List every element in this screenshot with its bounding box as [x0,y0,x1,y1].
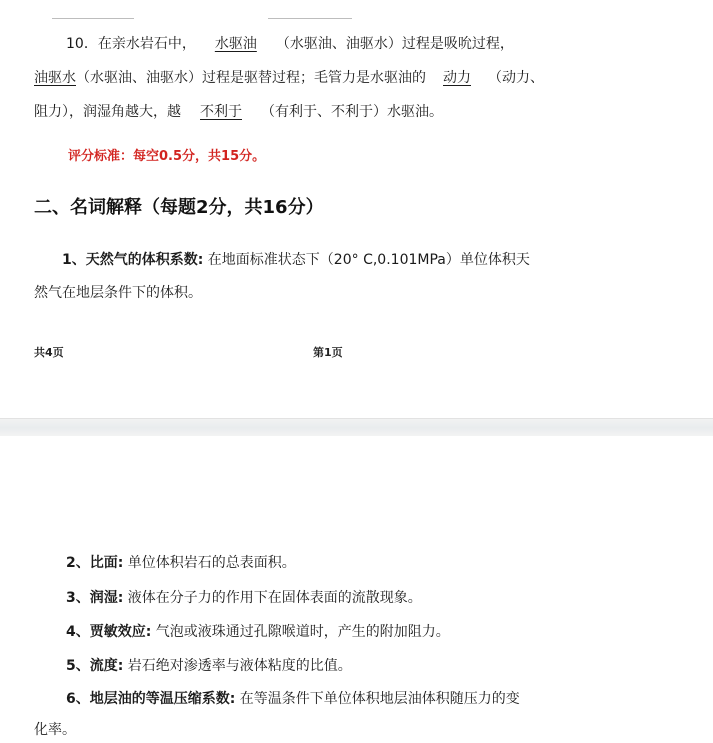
definition-term: 流度: [89,658,124,674]
answer-blank-1: 水驱油 [214,36,257,52]
scoring-standard: 评分标准：每空0.5分，共15分。 [68,149,266,164]
definition-term: 地层油的等温压缩系数: [89,691,236,707]
top-rule-left [52,18,134,19]
definition-3: 3、润湿: 液体在分子力的作用下在固体表面的流散现象。 [66,590,422,606]
page-separator [0,418,713,438]
question-number: 10． [66,36,98,52]
section-title: 二、名词解释（每题2分，共16分） [34,197,324,218]
definition-term: 贾敏效应: [89,624,152,640]
document-page-2 [0,436,713,743]
definition-term: 天然气的体积系数: [85,252,204,268]
top-rule-right [268,18,352,19]
definition-2: 2、比面: 单位体积岩石的总表面积。 [66,555,296,571]
footer-page-number: 第1页 [313,346,343,359]
question-10-line-3: 阻力），润湿角越大，越 不利于 （有利于、不利于）水驱油。 [34,104,443,120]
answer-blank-2: 油驱水 [34,70,76,86]
definition-term: 比面: [89,555,124,571]
definition-6-continuation: 化率。 [34,722,76,738]
definition-term: 润湿: [89,590,124,606]
answer-blank-4: 不利于 [200,104,242,120]
question-10-line-1: 10．在亲水岩石中， 水驱油 （水驱油、油驱水）过程是吸吮过程， [66,36,514,52]
definition-4: 4、贾敏效应: 气泡或液珠通过孔隙喉道时，产生的附加阻力。 [66,624,450,640]
definition-6: 6、地层油的等温压缩系数: 在等温条件下单位体积地层油体积随压力的变 [66,691,520,707]
footer-total-pages: 共4页 [34,346,64,359]
definition-5: 5、流度: 岩石绝对渗透率与液体粘度的比值。 [66,658,352,674]
definition-1-line-1: 1、天然气的体积系数: 在地面标准状态下（20° C,0.101MPa）单位体积天 [62,252,530,268]
definition-1-line-2: 然气在地层条件下的体积。 [34,285,202,301]
answer-blank-3: 动力 [443,70,471,86]
question-10-line-2: 油驱水（水驱油、油驱水）过程是驱替过程；毛管力是水驱油的 动力 （动力、 [34,70,544,86]
